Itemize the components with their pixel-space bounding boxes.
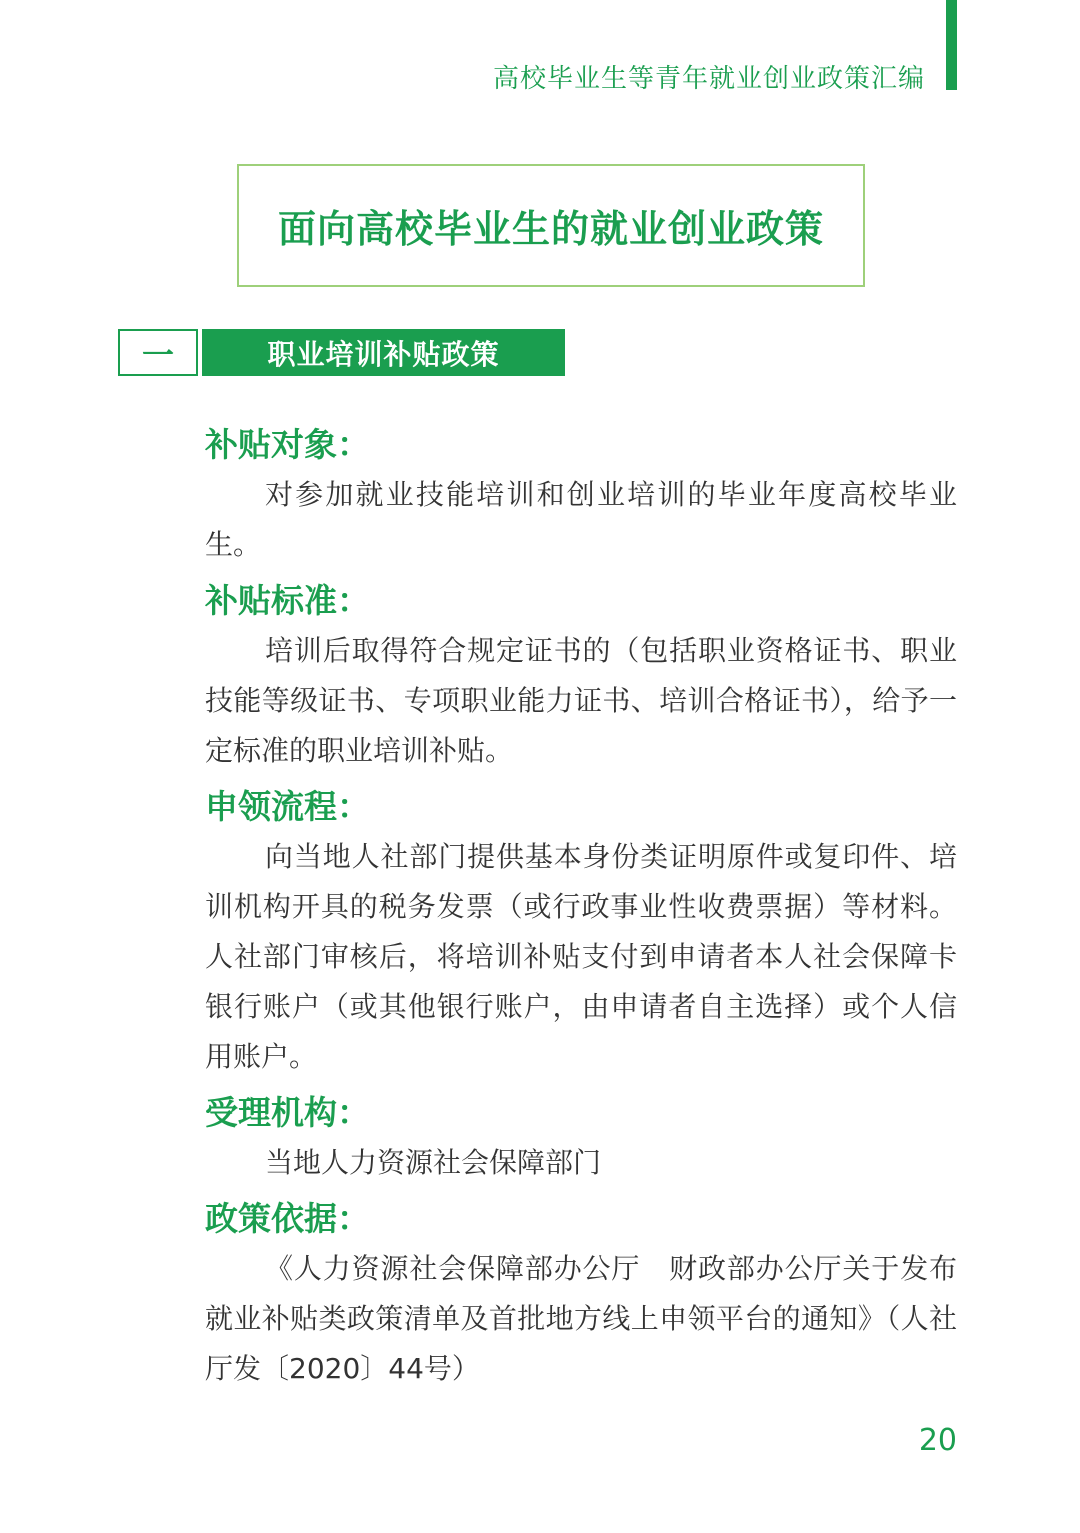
subsidy-target-body: 对参加就业技能培训和创业培训的毕业年度高校毕业生。 [205,478,957,561]
section-number: 一 [118,329,198,376]
handling-agency-body: 当地人力资源社会保障部门 [265,1146,602,1179]
policy-basis-heading: 政策依据： [205,1199,370,1238]
running-header-title: 高校毕业生等青年就业创业政策汇编 [492,64,925,94]
subsidy-target-heading: 补贴对象： [205,425,370,464]
policy-basis-body: 《人力资源社会保障部办公厅 财政部办公厅关于发布就业补贴类政策清单及首批地方线上申领平台的通知》（人社厅发〔2020〕44号） [205,1252,957,1385]
policy-content [205,420,957,1400]
subsidy-standard-heading: 补贴标准： [205,581,370,620]
section-label: 职业培训补贴政策 [202,329,565,376]
main-title: 面向高校毕业生的就业创业政策 [277,207,824,251]
application-process-body: 向当地人社部门提供基本身份类证明原件或复印件、培训机构开具的税务发票（或行政事业性收费票据）等材料。人社部门审核后，将培训补贴支付到申请者本人社会保障卡银行账户（或其他银行账户，由申请者自主选择）或个人信用账户。 [205,840,957,1073]
handling-agency-heading: 受理机构： [205,1093,370,1132]
application-process-heading: 申领流程： [205,787,370,826]
main-title-box [237,164,865,287]
page-number: 20 [918,1423,957,1458]
header-accent-bar [946,0,957,90]
subsidy-standard-body: 培训后取得符合规定证书的（包括职业资格证书、职业技能等级证书、专项职业能力证书、培训合格证书），给予一定标准的职业培训补贴。 [205,634,957,767]
